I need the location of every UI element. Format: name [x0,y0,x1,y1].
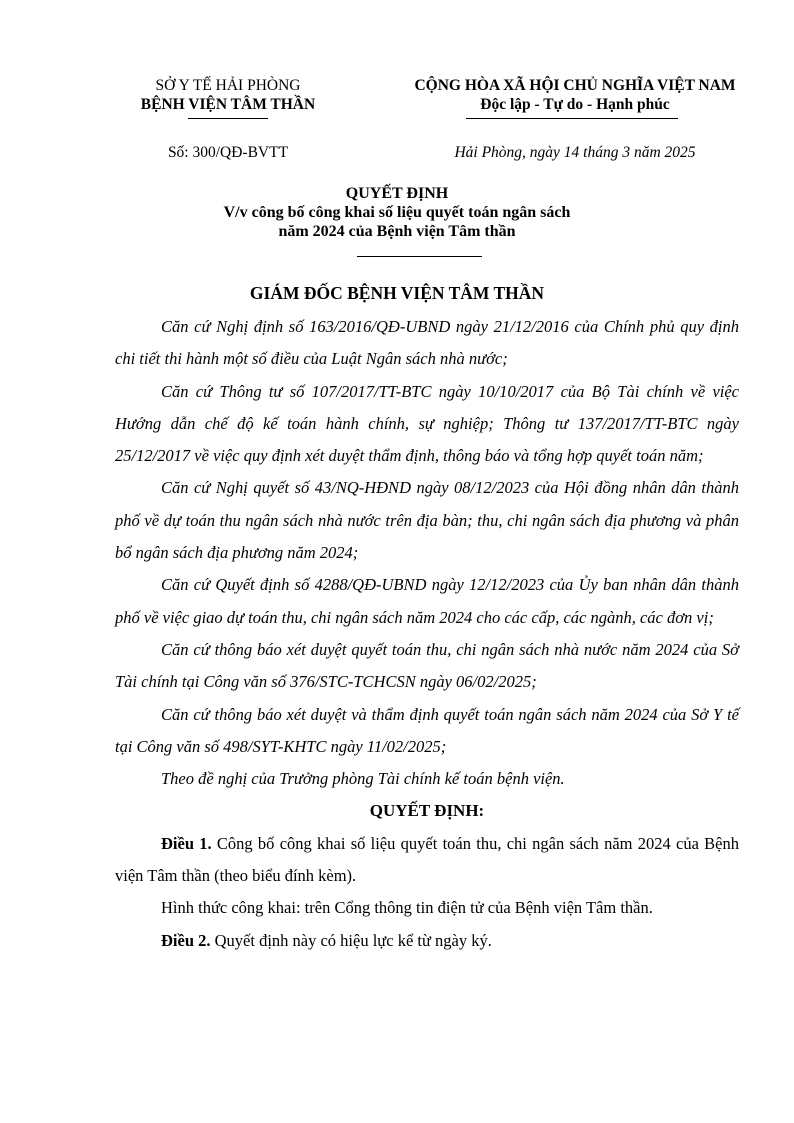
legal-basis: Căn cứ Nghị quyết số 43/NQ-HĐND ngày 08/12/2023 của Hội đồng nhân dân thành phố về dự toán thu ngân sách nhà nước trên địa bàn; thu, chi ngân sách địa phương và phân bổ ngân sách địa phương năm 2024; [115,478,739,563]
article-1-text: Công bố công khai số liệu quyết toán thu, chi ngân sách năm 2024 của Bệnh viện Tâm thần (theo biểu đính kèm). [115,833,739,886]
issuer-name: BỆNH VIỆN TÂM THẦN [140,96,316,113]
legal-basis: Căn cứ Quyết định số 4288/QĐ-UBND ngày 12/12/2023 của Ủy ban nhân dân thành phố về việc giao dự toán thu, chi ngân sách năm 2024 cho các cấp, các ngành, các đơn vị; [115,575,739,627]
proposal-basis: Theo đề nghị của Trưởng phòng Tài chính kế toán bệnh viện. [161,769,565,789]
document-number: Số: 300/QĐ-BVTT [167,144,289,161]
issuer-underline [188,118,268,119]
place-date: Hải Phòng, ngày 14 tháng 3 năm 2025 [454,144,696,161]
publication-text: Hình thức công khai: trên Cổng thông tin điện tử của Bệnh viện Tâm thần. [161,898,653,918]
decision-heading: QUYẾT ĐỊNH: [369,801,485,821]
issuer-parent: SỞ Y TẾ HẢI PHÒNG [155,77,301,94]
document-title-block [100,184,694,241]
subject-line-1: V/v công bố công khai số liệu quyết toán ngân sách [223,204,571,221]
issuing-authority: GIÁM ĐỐC BỆNH VIỆN TÂM THẦN [249,283,545,303]
legal-basis: Căn cứ Thông tư số 107/2017/TT-BTC ngày 10/10/2017 của Bộ Tài chính về việc Hướng dẫn chế độ kế toán hành chính, sự nghiệp; Thông tư 137/2017/TT-BTC ngày 25/12/2017 về việc quy định xét duyệt thẩm định, thông báo và tổng hợp quyết toán năm; [115,381,739,466]
article-1 [115,828,739,893]
legal-basis: Căn cứ thông báo xét duyệt và thẩm định quyết toán ngân sách năm 2024 của Sở Y tế tại Công văn số 498/SYT-KHTC ngày 11/02/2025; [115,704,739,756]
legal-basis: Căn cứ Nghị định số 163/2016/QĐ-UBND ngày 21/12/2016 của Chính phủ quy định chi tiết thi hành một số điều của Luật Ngân sách nhà nước; [115,317,739,369]
document-type: QUYẾT ĐỊNH [345,185,449,202]
national-motto: Độc lập - Tự do - Hạnh phúc [480,96,670,113]
title-underline [357,256,482,257]
subject-line-2: năm 2024 của Bệnh viện Tâm thần [278,223,516,240]
article-1-publication [115,892,739,924]
national-header [394,76,756,114]
issuer-block [108,76,348,114]
country-name: CỘNG HÒA XÃ HỘI CHỦ NGHĨA VIỆT NAM [414,77,736,94]
article-2 [115,925,739,957]
article-1-label: Điều 1. [161,833,212,853]
document-body [115,311,739,957]
legal-basis: Căn cứ thông báo xét duyệt quyết toán thu, chi ngân sách nhà nước năm 2024 của Sở Tài chính tại Công văn số 376/STC-TCHCSN ngày 06/02/2025; [115,639,739,692]
article-2-text: Quyết định này có hiệu lực kể từ ngày ký. [210,930,492,950]
motto-underline [466,118,678,119]
article-2-label: Điều 2. [161,930,211,950]
